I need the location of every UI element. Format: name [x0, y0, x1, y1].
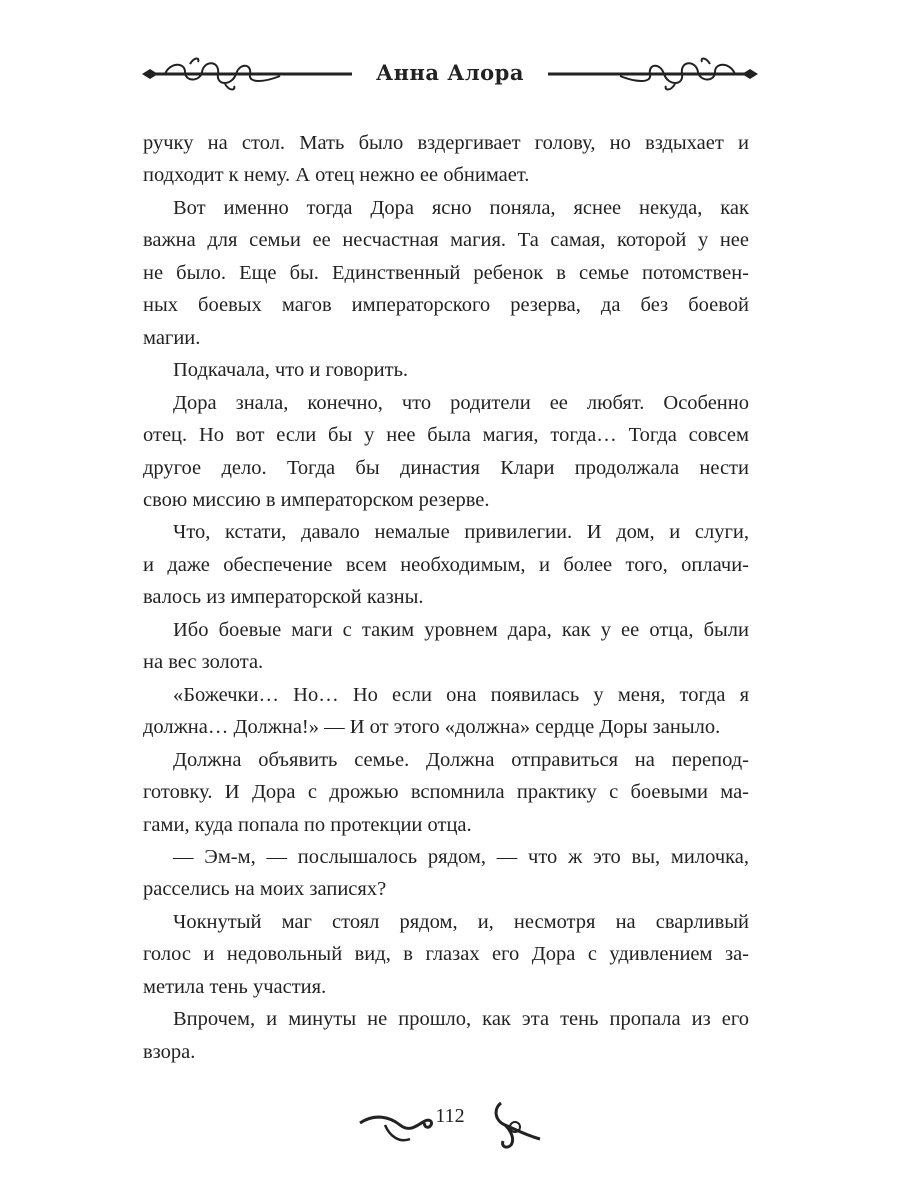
paragraph [143, 192, 749, 354]
text-line: свою миссию в императорском резерве. [143, 488, 490, 511]
text-line: важна для семьи ее несчастная магия. Та самая, которой у нее [143, 229, 749, 252]
paragraph [143, 679, 749, 744]
text-line: не было. Еще бы. Единственный ребенок в семье потомствен- [143, 261, 749, 284]
running-header [140, 52, 760, 96]
text-line: Подкачала, что и говорить. [173, 359, 409, 382]
text-line: подходит к нему. А отец нежно ее обнимает. [143, 164, 530, 187]
text-line: на вес золота. [143, 651, 264, 674]
text-line: ручку на стол. Мать было вздергивает голову, но вздыхает и [143, 132, 749, 154]
text-line: отец. Но вот если бы у нее была магия, тогда… Тогда совсем [143, 424, 749, 447]
text-line: должна… Должна!» — И от этого «должна» сердце Доры заныло. [143, 716, 721, 739]
paragraph [143, 614, 749, 679]
text-line: Вот именно тогда Дора ясно поняла, яснее некуда, как [173, 196, 749, 219]
running-title: Анна Алора [376, 60, 524, 85]
paragraph [143, 841, 749, 906]
text-line: готовку. И Дора с дрожью вспомнила практику с боевыми ма- [143, 781, 749, 804]
text-line: метила тень участия. [143, 975, 327, 998]
paragraph [143, 387, 749, 517]
text-line: Дора знала, конечно, что родители ее любят. Особенно [173, 391, 749, 414]
right-ornament-icon [545, 52, 760, 96]
text-line: Ибо боевые маги с таким уровнем дара, как у ее отца, были [173, 618, 749, 641]
text-line: взора. [143, 1040, 196, 1063]
text-line: «Божечки… Но… Но если она появилась у меня, тогда я [173, 683, 749, 706]
text-line: голос и недовольный вид, в глазах его Дора с удивлением за- [143, 943, 749, 966]
text-line: Впрочем, и минуты не прошло, как эта тень пропала из его [173, 1008, 749, 1031]
text-line: Чокнутый маг стоял рядом, и, несмотря на сварливый [173, 910, 749, 933]
page-footer [355, 1095, 545, 1155]
text-line: валось из императорской казны. [143, 586, 424, 609]
text-line: и даже обеспечение всем необходимым, и более того, оплачи- [143, 553, 749, 576]
text-line: ных боевых магов императорского резерва, да без боевой [143, 294, 749, 317]
text-line: расселись на моих записях? [143, 878, 387, 901]
text-line: — Эм-м, — послышалось рядом, — что ж это вы, милочка, [173, 845, 749, 868]
text-line: Должна объявить семье. Должна отправиться на перепод- [173, 748, 749, 771]
paragraph [143, 744, 749, 841]
text-line: Что, кстати, давало немалые привилегии. И дом, и слуги, [173, 521, 749, 544]
paragraph [143, 354, 749, 386]
paragraph [143, 127, 749, 192]
text-line: гами, куда попала по протекции отца. [143, 813, 472, 836]
text-line: магии. [143, 326, 201, 349]
page-number: 112 [435, 1105, 465, 1127]
paragraph [143, 1003, 749, 1068]
paragraph [143, 906, 749, 1003]
body-text [143, 127, 749, 1068]
paragraph [143, 516, 749, 613]
text-line: другое дело. Тогда бы династия Клари продолжала нести [143, 456, 749, 479]
